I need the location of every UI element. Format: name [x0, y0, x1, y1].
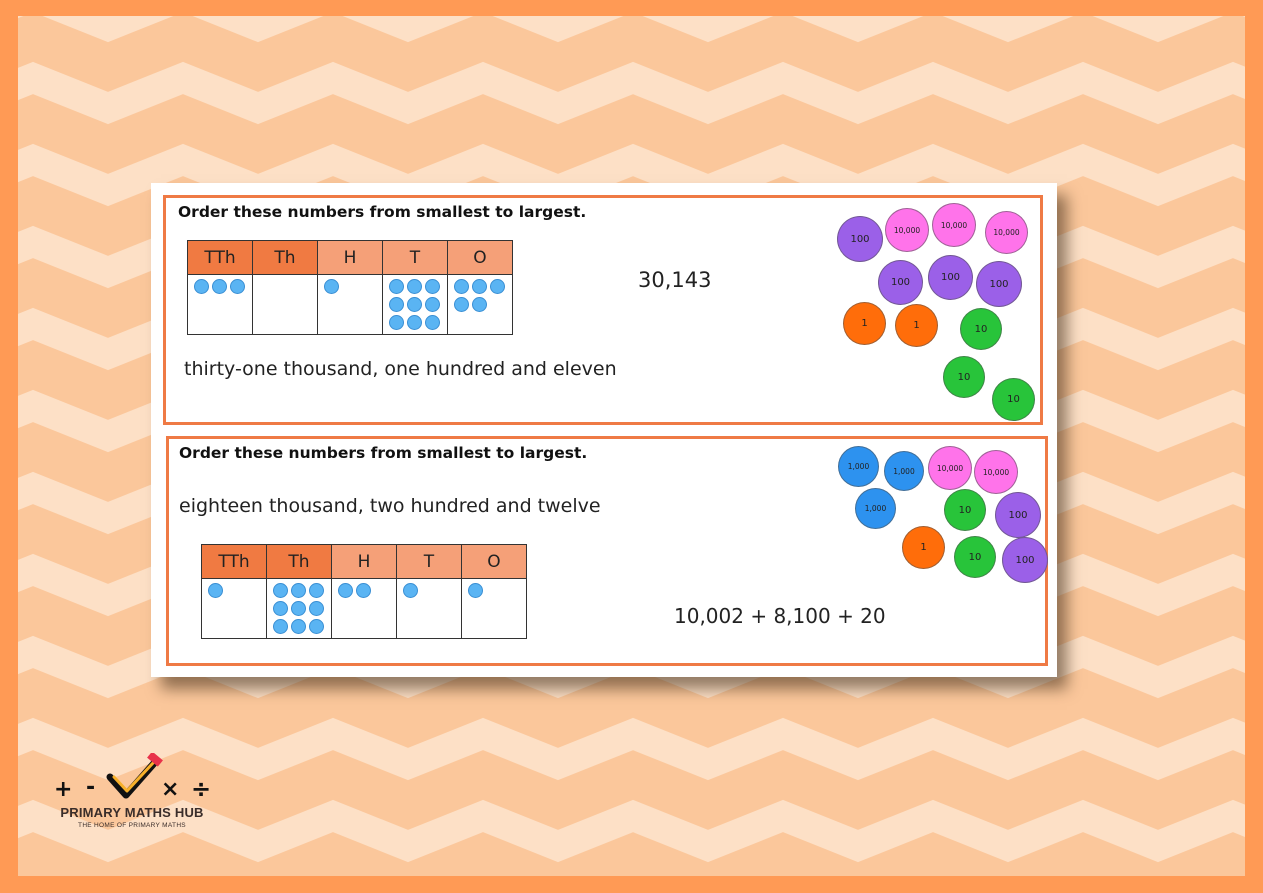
header-tth: TTh — [202, 545, 267, 579]
header-o: O — [462, 545, 527, 579]
counter-10000: 10,000 — [985, 211, 1028, 254]
logo-tagline: THE HOME OF PRIMARY MATHS — [78, 822, 186, 829]
counter-dot — [273, 583, 288, 598]
question-1-title: Order these numbers from smallest to largest. — [178, 203, 587, 221]
question-2-title: Order these numbers from smallest to largest. — [179, 444, 588, 462]
counter-100: 100 — [995, 492, 1041, 538]
counter-dot — [407, 279, 422, 294]
place-value-chart-2 — [201, 544, 527, 639]
counter-dot — [324, 279, 339, 294]
counter-dot — [490, 279, 505, 294]
counter-dot — [291, 601, 306, 616]
checkmark-pencil-icon — [104, 753, 168, 803]
counter-100: 100 — [928, 255, 973, 300]
counter-10: 10 — [992, 378, 1035, 421]
counter-dot — [356, 583, 371, 598]
header-t: T — [397, 545, 462, 579]
header-o: O — [448, 241, 513, 275]
counter-dot — [472, 279, 487, 294]
counter-1: 1 — [843, 302, 886, 345]
cell-tth — [202, 579, 267, 639]
counter-dot — [425, 315, 440, 330]
counter-10000: 10,000 — [932, 203, 976, 247]
counter-dot — [194, 279, 209, 294]
counter-dot — [309, 583, 324, 598]
primary-maths-hub-logo — [44, 753, 224, 833]
counter-dot — [407, 297, 422, 312]
cell-h — [318, 275, 383, 335]
cell-tth — [188, 275, 253, 335]
counter-dot — [389, 297, 404, 312]
counter-dot — [425, 279, 440, 294]
chevron-stripe — [18, 16, 1245, 26]
counter-10000: 10,000 — [885, 208, 929, 252]
divide-symbol: ÷ — [191, 775, 212, 803]
counter-1000: 1,000 — [855, 488, 896, 529]
counter-dot — [309, 601, 324, 616]
counter-dot — [212, 279, 227, 294]
question-2-panel — [166, 436, 1048, 666]
counter-1: 1 — [902, 526, 945, 569]
number-in-words: eighteen thousand, two hundred and twelve — [179, 495, 601, 517]
cell-t — [383, 275, 448, 335]
chevron-stripe — [18, 78, 1245, 108]
counter-100: 100 — [976, 261, 1022, 307]
counter-dot — [208, 583, 223, 598]
counter-10: 10 — [943, 356, 985, 398]
cell-o — [462, 579, 527, 639]
counter-dot — [389, 279, 404, 294]
counter-dot — [407, 315, 422, 330]
counter-10000: 10,000 — [928, 446, 972, 490]
multiply-symbol: × — [161, 777, 180, 802]
counter-dot — [454, 297, 469, 312]
header-th: Th — [253, 241, 318, 275]
minus-symbol: - — [86, 775, 96, 800]
counter-dot — [309, 619, 324, 634]
cell-th — [267, 579, 332, 639]
counter-dot — [468, 583, 483, 598]
counter-dot — [425, 297, 440, 312]
counter-100: 100 — [837, 216, 883, 262]
counter-dot — [472, 297, 487, 312]
header-h: H — [332, 545, 397, 579]
counter-1000: 1,000 — [884, 451, 924, 491]
counter-10: 10 — [944, 489, 986, 531]
counter-10: 10 — [960, 308, 1002, 350]
cell-t — [397, 579, 462, 639]
header-t: T — [383, 241, 448, 275]
cell-o — [448, 275, 513, 335]
counter-10000: 10,000 — [974, 450, 1018, 494]
counter-dot — [230, 279, 245, 294]
question-1-panel — [163, 195, 1043, 425]
number-in-words: thirty-one thousand, one hundred and eleven — [184, 358, 617, 380]
counter-1000: 1,000 — [838, 446, 879, 487]
cell-h — [332, 579, 397, 639]
counter-dot — [389, 315, 404, 330]
counter-dot — [454, 279, 469, 294]
plus-symbol: + — [54, 777, 73, 802]
counter-dot — [291, 583, 306, 598]
header-tth: TTh — [188, 241, 253, 275]
numeral-value: 30,143 — [638, 268, 712, 292]
place-value-chart-1 — [187, 240, 513, 335]
expanded-expression: 10,002 + 8,100 + 20 — [674, 604, 886, 628]
cell-th — [253, 275, 318, 335]
worksheet-card — [151, 183, 1057, 677]
header-th: Th — [267, 545, 332, 579]
counter-dot — [403, 583, 418, 598]
counter-1: 1 — [895, 304, 938, 347]
counter-100: 100 — [878, 260, 923, 305]
header-h: H — [318, 241, 383, 275]
counter-dot — [338, 583, 353, 598]
counter-10: 10 — [954, 536, 996, 578]
counter-dot — [291, 619, 306, 634]
counter-100: 100 — [1002, 537, 1048, 583]
logo-name: PRIMARY MATHS HUB — [60, 805, 204, 820]
counter-dot — [273, 619, 288, 634]
counter-dot — [273, 601, 288, 616]
